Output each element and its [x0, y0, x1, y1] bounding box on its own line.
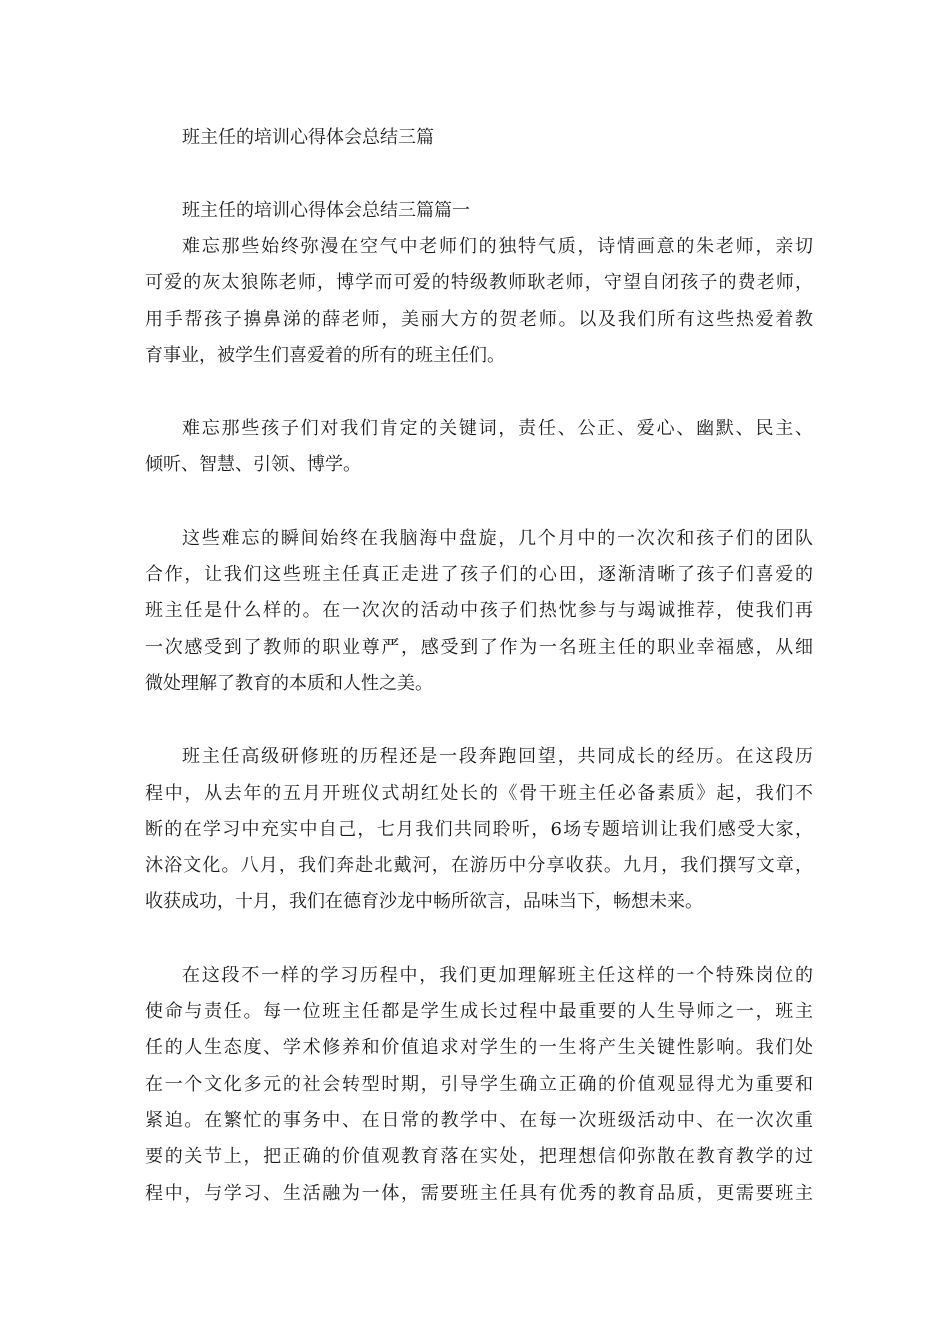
paragraph-line: 一次感受到了教师的职业尊严，感受到了作为一名班主任的职业幸福感，从细	[145, 636, 813, 658]
paragraph-line: 育事业，被学生们喜爱着的所有的班主任们。	[145, 344, 505, 366]
paragraph-line: 在这段不一样的学习历程中，我们更加理解班主任这样的一个特殊岗位的	[182, 964, 813, 986]
paragraph-line: 班主任是什么样的。在一次次的活动中孩子们热忱参与与竭诚推荐，使我们再	[145, 600, 813, 622]
paragraph-line: 难忘那些孩子们对我们肯定的关键词，责任、公正、爱心、幽默、民主、	[182, 418, 813, 440]
paragraph	[145, 229, 813, 374]
paragraph-line: 要的关节上，把正确的价值观教育落在实处，把理想信仰弥散在教育教学的过	[145, 1146, 813, 1168]
section-title: 班主任的培训心得体会总结三篇篇一	[182, 200, 470, 221]
paragraph-line: 收获成功，十月，我们在德育沙龙中畅所欲言，品味当下，畅想未来。	[145, 891, 703, 913]
paragraph	[145, 521, 813, 702]
paragraph-line: 沐浴文化。八月，我们奔赴北戴河，在游历中分享收获。九月，我们撰写文章，	[145, 855, 813, 877]
paragraph-line: 紧迫。在繁忙的事务中、在日常的教学中、在每一次班级活动中、在一次次重	[145, 1109, 813, 1131]
paragraph-line: 班主任高级研修班的历程还是一段奔跑回望，共同成长的经历。在这段历	[182, 746, 813, 768]
paragraph-line: 断的在学习中充实中自己，七月我们共同聆听，6场专题培训让我们感受大家，	[145, 818, 813, 840]
paragraph	[145, 739, 813, 920]
paragraph	[145, 958, 813, 1212]
paragraph-line: 难忘那些始终弥漫在空气中老师们的独特气质，诗情画意的朱老师，亲切	[182, 236, 813, 257]
document-title: 班主任的培训心得体会总结三篇	[182, 127, 434, 148]
paragraph-line: 任的人生态度、学术修养和价值追求对学生的一生将产生关键性影响。我们处	[145, 1037, 813, 1059]
paragraph-line: 这些难忘的瞬间始终在我脑海中盘旋，几个月中的一次次和孩子们的团队	[182, 527, 813, 549]
paragraph	[145, 411, 813, 484]
paragraph-line: 程中，从去年的五月开班仪式胡红处长的《骨干班主任必备素质》起，我们不	[145, 782, 813, 804]
paragraph-line: 可爱的灰太狼陈老师，博学而可爱的特级教师耿老师，守望自闭孩子的费老师，	[145, 272, 813, 294]
paragraph-line: 微处理解了教育的本质和人性之美。	[145, 672, 433, 694]
paragraph-line: 倾听、智慧、引领、博学。	[145, 454, 361, 476]
paragraph-line: 在一个文化多元的社会转型时期，引导学生确立正确的价值观显得尤为重要和	[145, 1073, 813, 1095]
document-body	[145, 229, 813, 1249]
paragraph-line: 合作，让我们这些班主任真正走进了孩子们的心田，逐渐清晰了孩子们喜爱的	[145, 564, 813, 586]
paragraph-line: 用手帮孩子擤鼻涕的薛老师，美丽大方的贺老师。以及我们所有这些热爱着教	[145, 308, 813, 330]
paragraph-line: 程中，与学习、生活融为一体，需要班主任具有优秀的教育品质，更需要班主	[145, 1182, 813, 1204]
paragraph-line: 使命与责任。每一位班主任都是学生成长过程中最重要的人生导师之一，班主	[145, 1001, 813, 1023]
